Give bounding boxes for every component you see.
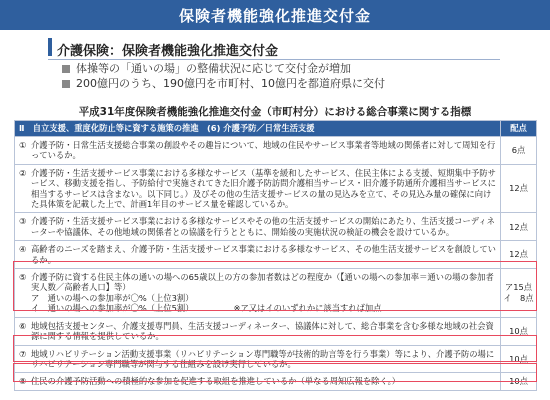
row-points: 10点 <box>501 373 537 390</box>
table-row-highlighted: ⑧ 住民の介護予防活動への積極的な参加を促進する取組を推進しているか（単なる周知広報を除く。） 10点 <box>15 373 537 390</box>
row-text: 介護予防に資する住民主体の通いの場への65歳以上の方の参加者数はどの程度か（【通いの場への参加率＝通いの場の参加者実人数／高齢者人口】等） <box>31 272 494 293</box>
sub-item-a: ア 通いの場への参加率が〇%（上位3割） <box>31 292 194 303</box>
indicator-table <box>14 120 537 391</box>
square-bullet-icon <box>62 65 70 73</box>
bullet-list <box>62 61 385 91</box>
row-points: 10点 <box>501 345 537 373</box>
row-text: 高齢者のニーズを踏まえ、介護予防・生活支援サービス事業における多様なサービス、その他生活支援サービスを創設しているか。 <box>31 244 496 265</box>
heading-accent <box>48 38 52 56</box>
section-heading: 介護保険：保険者機能強化推進交付金 <box>57 44 279 59</box>
row-text: 介護予防・生活支援サービス事業における多様なサービスやその他の生活支援サービスの開始にあたり、生活支援コーディネーターや協議体、その他地域の関係者との協議を行うとともに、開始後の実施状況の検証の機会を設けているか。 <box>31 216 495 237</box>
table-header-row <box>15 121 537 137</box>
table-row: ② 介護予防・生活支援サービス事業における多様なサービス（基準を緩和したサービス、住民主体による支援、短期集中予防サービス、移動支援を指し、予防給付で実施されてきた旧介護予防訪問介護相当サービス・旧介護予防通所介護相当サービスに相当するサービスは含まない。以下同じ。）及びその他の生活支援サービスの量の見込みを立て、その見込み量の確保に向けた具体策を記載した上で、計画1年目のサービス量を確認しているか。 12点 <box>15 164 537 213</box>
sub-item-b: イ 通いの場への参加率が〇%（上位5割） <box>31 303 194 314</box>
row-text: 介護予防・生活支援サービス事業における多様なサービス（基準を緩和したサービス、住民主体による支援、短期集中予防サービス、移動支援を指し、予防給付で実施されてきた旧介護予防訪問介護相当サービス・旧介護予防通所介護相当サービスに相当するサービスは含まない。以下同じ。）及びその他の生活支援サービスの量の見込みを立て、その見込み量の確保に向けた具体策を記載した上で、計画1年目のサービス量を確認しているか。 <box>31 167 496 210</box>
row-points: 10点 <box>501 317 537 345</box>
bullet-item: 体操等の「通いの場」の整備状況に応じて交付金が増加 <box>62 61 385 76</box>
row-points: 12点 <box>501 164 537 213</box>
indicator-table-section <box>14 104 536 391</box>
bullet-item: 200億円のうち、190億円を市町村、10億円を都道府県に交付 <box>62 76 385 91</box>
table-row: ⑥ 地域包括支援センター、介護支援専門員、生活支援コーディネーター、協議体に対して、総合事業を含む多様な地域の社会資源に関する情報を提供しているか。 10点 <box>15 317 537 345</box>
table-row: ④ 高齢者のニーズを踏まえ、介護予防・生活支援サービス事業における多様なサービス、その他生活支援サービスを創設しているか。 12点 <box>15 241 537 269</box>
row-points: 12点 <box>501 241 537 269</box>
page-title: 保険者機能強化推進交付金 <box>0 0 550 30</box>
row-points: 6点 <box>501 137 537 165</box>
table-row-highlighted: ⑦ 地域リハビリテーション活動支援事業（リハビリテーション専門職等が技術的助言等を行う事業）等により、介護予防の場にリハビリテーション専門職等が関与する仕組みを設け実行しているか。 10点 <box>15 345 537 373</box>
row-text: 介護予防・日常生活支援総合事業の創設やその趣旨について、地域の住民やサービス事業者等地域の関係者に対して周知を行っているか。 <box>31 140 496 161</box>
row-points: ア15点 イ 8点 <box>501 269 537 318</box>
row-points: 12点 <box>501 213 537 241</box>
heading-divider <box>48 59 500 60</box>
row-text: 地域包括支援センター、介護支援専門員、生活支援コーディネーター、協議体に対して、総合事業を含む多様な地域の社会資源に関する情報を提供しているか。 <box>31 320 494 342</box>
square-bullet-icon <box>62 80 70 88</box>
table-row: ③ 介護予防・生活支援サービス事業における多様なサービスやその他の生活支援サービスの開始にあたり、生活支援コーディネーターや協議体、その他地域の関係者との協議を行うとともに、開始後の実施状況の検証の機会を設けているか。 12点 <box>15 213 537 241</box>
points-header: 配点 <box>501 121 537 137</box>
row-note: ※ア又はイのいずれかに該当すれば加点 <box>233 303 382 314</box>
row-text: 地域リハビリテーション活動支援事業（リハビリテーション専門職等が技術的助言等を行う事業）等により、介護予防の場にリハビリテーション専門職等が関与する仕組みを設け実行しているか。 <box>31 348 495 369</box>
row-text: 住民の介護予防活動への積極的な参加を促進する取組を推進しているか（単なる周知広報を除く。） <box>31 376 401 387</box>
table-caption: 平成31年度保険者機能強化推進交付金（市町村分）における総合事業に関する指標 <box>78 106 472 118</box>
table-row: ① 介護予防・日常生活支援総合事業の創設やその趣旨について、地域の住民やサービス事業者等地域の関係者に対して周知を行っているか。 6点 <box>15 137 537 165</box>
table-row-highlighted: ⑤ 介護予防に資する住民主体の通いの場への65歳以上の方の参加者数はどの程度か（【通いの場への参加率＝通いの場の参加者実人数／高齢者人口】等） ア 通いの場への参加率が〇%（上位3割） イ 通いの場への参加率が〇%（上位5割） ※ア又はイのいずれかに該当すれば加点 ア15点 イ 8点 <box>15 269 537 318</box>
section-header: Ⅱ 自立支援、重度化防止等に資する施策の推進 (6) 介護予防／日常生活支援 <box>15 121 501 137</box>
